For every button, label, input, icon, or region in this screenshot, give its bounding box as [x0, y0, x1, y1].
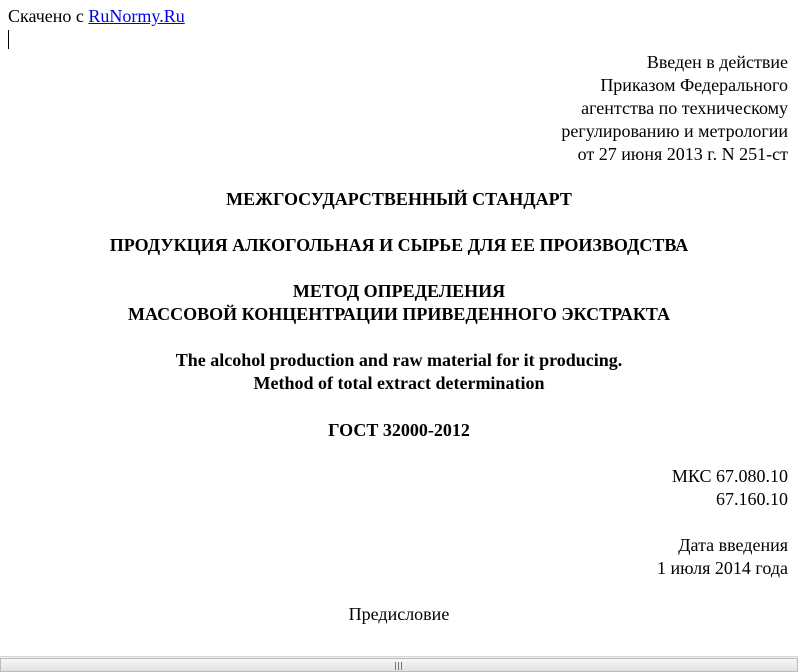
source-link[interactable]: RuNormy.Ru	[88, 6, 185, 26]
method-title-line-1: МЕТОД ОПРЕДЕЛЕНИЯ	[292, 281, 506, 301]
intro-date-label: Дата введения	[678, 535, 788, 555]
scrollbar-grip-icon	[395, 662, 405, 670]
enactment-line: регулированию и метрологии	[561, 121, 788, 141]
english-title-line-1: The alcohol production and raw material for it producing.	[175, 350, 623, 370]
horizontal-scrollbar[interactable]	[0, 656, 798, 672]
method-title-line-2: МАССОВОЙ КОНЦЕНТРАЦИИ ПРИВЕДЕННОГО ЭКСТРАКТА	[128, 304, 670, 324]
subject-title: ПРОДУКЦИЯ АЛКОГОЛЬНАЯ И СЫРЬЕ ДЛЯ ЕЕ ПРОИЗВОДСТВА	[109, 235, 689, 255]
standard-type-title: МЕЖГОСУДАРСТВЕННЫЙ СТАНДАРТ	[226, 189, 572, 209]
download-source-line	[8, 5, 185, 27]
english-title-line-2: Method of total extract determination	[253, 373, 545, 393]
preface-heading: Предисловие	[348, 604, 450, 624]
mks-code: 67.160.10	[716, 489, 788, 509]
enactment-line: Приказом Федерального	[600, 75, 788, 95]
scrollbar-thumb[interactable]	[0, 658, 798, 672]
enactment-line: агентства по техническому	[581, 98, 788, 118]
enactment-line: Введен в действие	[646, 52, 788, 72]
mks-code: МКС 67.080.10	[671, 466, 788, 486]
downloaded-prefix: Скачено с	[8, 6, 84, 26]
gost-number: ГОСТ 32000-2012	[328, 420, 470, 440]
intro-date-value: 1 июля 2014 года	[657, 558, 788, 578]
enactment-line: от 27 июня 2013 г. N 251-ст	[577, 144, 788, 164]
text-caret	[8, 30, 9, 49]
